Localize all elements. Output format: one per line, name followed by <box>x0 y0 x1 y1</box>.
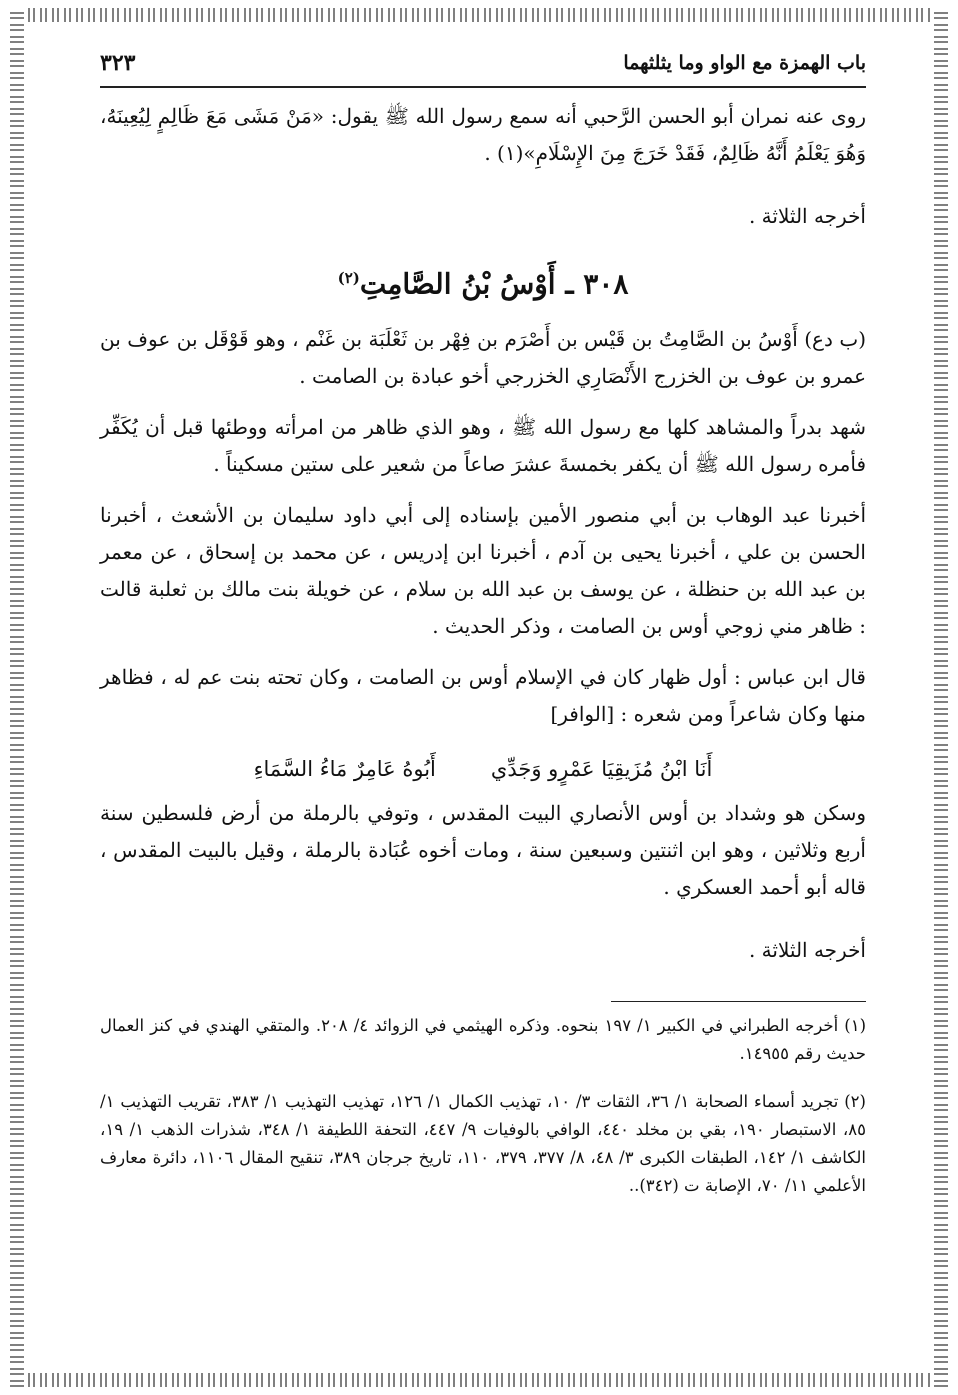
footnote-1: (١) أخرجه الطبراني في الكبير ١/ ١٩٧ بنحوه. وذكره الهيثمي في الزوائد ٤/ ٢٠٨. والمتقي الهندي في كنز العمال حديث رقم ١٤٩٥٥. <box>100 1016 866 1064</box>
decorative-border-bottom <box>28 1373 930 1387</box>
verse-second-hemistich: أَبُوهُ عَامِرٌ مَاءُ السَّمَاءِ <box>253 757 436 782</box>
entry-isnad-paragraph: أخبرنا عبد الوهاب بن أبي منصور الأمين بإسناده إلى أبي داود سليمان بن الأشعث ، أخبرنا الحسن بن علي ، أخبرنا يحيى بن آدم ، أخبرنا ابن إدريس ، عن محمد بن إسحاق ، عن معمر بن عبد الله بن حنظلة ، عن يوسف بن عبد الله بن سلام ، عن خويلة بنت مالك بن ثعلبة قالت : ظاهر مني زوجي أوس بن الصامت ، وذكر الحديث . <box>100 503 866 639</box>
entry-title-text: ٣٠٨ ـ أَوْسُ بْنُ الصَّامِتِ <box>359 267 629 301</box>
footnote-2: (٢) تجريد أسماء الصحابة ١/ ٣٦، الثقات ٣/ ١٠، تهذيب الكمال ١/ ١٢٦، تهذيب التهذيب ١/ ٣٨٣، تقريب التهذيب ١/ ٨٥، الاستبصار ١٩٠، بقي بن مخلد ٤٤٠، الوافي بالوفيات ٩/ ٤٤٧، التحفة اللطيفة ١/ ٣٤٨، شذرات الذهب ١/ ١٩، الكاشف ١/ ١٤٢، الطبقات الكبرى ٣/ ٤٨، ٨/ ٣٧٧، ٣٧٩، ١١٠، تاريخ جرجان ٣٨٩، تنقيح المقال ١١٠٦، دائرة معارف الأعلمي ١١/ ٧٠، الإصابة ت (٣٤٢).. <box>100 1092 867 1196</box>
running-header <box>100 40 866 88</box>
entry-title-footnote-ref: (٢) <box>337 269 360 287</box>
verse-first-hemistich: أَنَا ابْنُ مُزَيقِيَا عَمْرٍو وَجَدِّي <box>490 757 713 782</box>
chapter-title: باب الهمزة مع الواو وما يثلثهما <box>623 52 866 74</box>
entry-biography-paragraph: شهد بدراً والمشاهد كلها مع رسول الله ﷺ ، وهو الذي ظاهر من امرأته ووطئها قبل أن يُكَفِّر فأمره رسول الله ﷺ أن يكفر بخمسةَ عشرَ صاعاً من شعير على ستين مسكيناً . <box>100 415 866 477</box>
previous-entry-hadith: روى عنه نمران أبو الحسن الرَّحبي أنه سمع رسول الله ﷺ يقول: «مَنْ مَشَى مَعَ ظَالِمٍ لِيُعِينَهُ، وَهُوَ يَعْلَمُ أَنَّهُ ظَالِمٌ، فَقَدْ خَرَجَ مِنَ الإِسْلَامِ»(١) . <box>100 104 866 165</box>
entry-lineage-paragraph: (ب دع) أَوْسُ بن الصَّامِتُ بن قَيْس بن أَصْرَم بن فِهْر بن ثَعْلَبَة بن غَنْم ، وهو قَوْقَل بن عوف بن عمرو بن عوف بن الخزرج الأَنْصَارِي الخزرجي أخو عبادة بن الصامت . <box>100 327 866 389</box>
poetry-verse <box>100 743 866 795</box>
page-number: ٣٢٣ <box>100 50 136 76</box>
decorative-border-left <box>10 8 24 1387</box>
entry-residence-paragraph: وسكن هو وشداد بن أوس الأنصاري البيت المقدس ، وتوفي بالرملة من أرض فلسطين سنة أربع وثلاثين ، وهو ابن اثنتين وسبعين سنة ، ومات أخوه عُبَادة بالرملة ، وقيل بالبيت المقدس ، قاله أبو أحمد العسكري . <box>100 801 866 900</box>
page-content <box>100 40 866 1200</box>
entry-ibn-abbas-paragraph: قال ابن عباس : أول ظهار كان في الإسلام أوس بن الصامت ، وكان تحته بنت عم له ، فظاهر منها وكان شاعراً ومن شعره : [الوافر] <box>100 665 866 727</box>
entry-source: أخرجه الثلاثة . <box>748 938 866 963</box>
decorative-border-right <box>934 8 948 1387</box>
previous-entry-source: أخرجه الثلاثة . <box>748 204 866 228</box>
footnote-separator <box>611 1001 866 1002</box>
entry-title <box>100 255 866 307</box>
decorative-border-top <box>28 8 930 22</box>
